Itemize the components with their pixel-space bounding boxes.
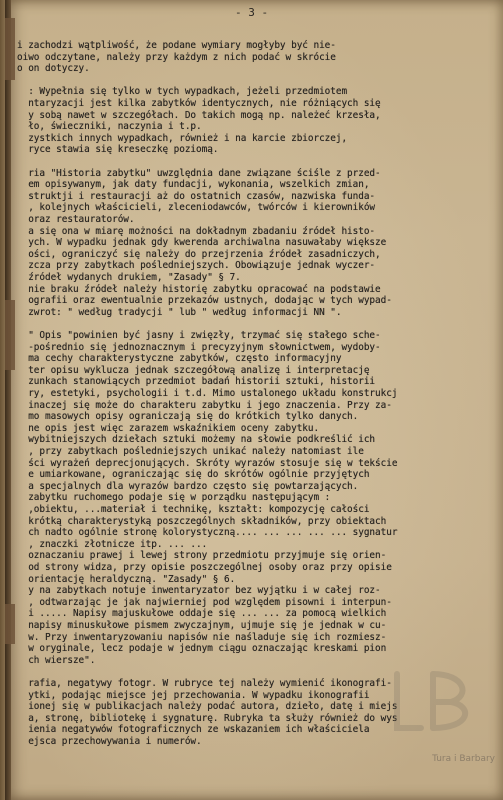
- text-line: i ..... Napisy majuskułowe oddaje się ... ... za pomocą wielkich: [17, 608, 387, 620]
- text-line: ria "Historia zabytku" uwzględnia dane związane ściśle z przed-: [17, 167, 381, 179]
- text-line: krótką charakterystyką poszczególnych składników, przy obiektach: [17, 515, 387, 527]
- text-line: a, stronę, bibliotekę i sygnaturę. Rubryka ta służy również do wys: [17, 712, 398, 724]
- watermark-caption: Tura i Barbary: [432, 754, 495, 764]
- text-line: w. Przy inwentaryzowaniu napisów nie naśladuje się ich rozmiesz-: [17, 631, 387, 643]
- text-line: źródeł wydanych drukiem, "Zasady" § 7.: [17, 272, 241, 283]
- text-line: , przy zabytkach pośledniejszych unikać należy natomiast ile: [17, 446, 364, 457]
- text-line: ch nadto ogólnie stronę kolorystyczną.... ... ... ... ... sygnatur: [17, 527, 398, 539]
- text-line: : Wypełnia się tylko w tych wypadkach, jeżeli przedmiotem: [17, 86, 348, 98]
- text-line: em opisywanym, jak daty fundacji, wykonania, wszelkich zmian,: [17, 179, 370, 191]
- text-line: e umiarkowane, ograniczając się do skrótów ogólnie przyjętych: [17, 469, 370, 481]
- text-line: " Opis "powinien być jasny i zwięzły, trzymać się stałego sche-: [17, 330, 381, 341]
- binding-tape: [5, 18, 15, 80]
- binding-edge: [5, 0, 11, 800]
- text-line: ry, estetyki, psychologii i t.d. Mimo ustalonego układu konstrukcj: [17, 388, 398, 399]
- text-line: , odtwarzając je jak najwierniej pod względem pisowni i interpun-: [17, 596, 392, 608]
- text-line: a specjalnych dla wyrazów bardzo często się powtarzających.: [17, 480, 359, 492]
- binding-tape: [5, 604, 15, 644]
- text-line: ryce stawia się kreseczkę poziomą.: [17, 144, 219, 156]
- text-line: napisy minuskułowe pismem zwyczajnym, ujmuje się je jednak w cu-: [17, 620, 387, 631]
- text-line: orientację heraldyczną. "Zasady" § 6.: [17, 573, 236, 585]
- document-page: [5, 0, 503, 800]
- text-line: struktji i restauracji aż do ostatnich czasów, nazwiska funda-: [17, 190, 376, 202]
- page-number: - 3 -: [235, 6, 269, 19]
- text-line: a się ona w miarę możności na dokładnym zbadaniu źródeł histo-: [17, 225, 376, 237]
- text-line: oraz restauratorów.: [17, 214, 135, 225]
- text-line: ntaryzacji jest kilka zabytków identycznych, nie różniących się: [17, 98, 381, 109]
- library-watermark-logo: [377, 666, 497, 756]
- text-line: ografii oraz ewentualnie przekazów ustnych, dodając w tych wypad-: [17, 295, 392, 307]
- text-line: ości, ograniczyć się należy do przejrzenia źródeł zasadniczych,: [17, 248, 381, 260]
- text-line: wybitniejszych dziełach sztuki możemy na słowie podkreślić ich: [17, 434, 376, 446]
- text-line: ,obiektu, ...materiał i technikę, kształt: kompozycję całości: [17, 504, 370, 515]
- text-line: inaczej się może do charakteru zabytku i jego znaczenia. Przy za-: [17, 399, 392, 411]
- text-line: mo masowych opisy ograniczają się do krótkich tylko danych.: [17, 411, 359, 423]
- text-line: ych. W wypadku jednak gdy kwerenda archiwalna nasuwałaby większe: [17, 237, 387, 249]
- text-line: ma cechy charakterystyczne zabytków, często informacyjny: [17, 353, 342, 365]
- text-line: , znaczki złotnicze itp. ... ...: [17, 538, 208, 550]
- text-line: ne opis jest więc zarazem wskaźnikiem oceny zabytku.: [17, 422, 320, 434]
- text-line: ytki, podając miejsce jej przechowania. W wypadku ikonografii: [17, 689, 370, 701]
- text-line: zunkach stanowiących przedmiot badań historii sztuki, historii: [17, 376, 376, 388]
- text-line: -pośrednio się jednoznacznym i precyzyjnym słownictwem, wydoby-: [17, 341, 381, 353]
- text-line: i zachodzi wątpliwość, że podane wymiary mogłyby być nie-: [17, 40, 336, 51]
- text-line: rafia, negatywy fotogr. W rubryce tej należy wymienić ikonografi-: [17, 678, 392, 689]
- text-line: oznaczaniu prawej i lewej strony przedmiotu przyjmuje się orien-: [17, 550, 387, 562]
- text-line: ienia negatywów fotograficznych ze wskazaniem ich właściciela: [17, 724, 370, 736]
- text-line: , kolejnych właścicieli, zleceniodawców, twórców i kierowników: [17, 202, 376, 214]
- text-line: zwrot: " według tradycji " lub " według informacji NN ".: [17, 306, 342, 318]
- text-line: ści wyrażeń deprecjonujących. Skróty wyrazów stosuje się w tekście: [17, 457, 398, 469]
- text-line: nie braku źródeł należy historię zabytku opracować na podstawie: [17, 283, 381, 295]
- text-line: y na zabytkach notuje inwentaryzator bez wyjątku i w całej roz-: [17, 585, 381, 597]
- text-line: oiwo odczytane, należy przy każdym z nich podać w skrócie: [17, 51, 336, 63]
- text-line: od strony widza, przy opisie poszczególnej osoby oraz przy opisie: [17, 562, 392, 573]
- text-line: ch wiersze".: [17, 654, 96, 666]
- text-line: w oryginale, lecz podaje w jednym ciągu oznaczając kreskami pion: [17, 643, 387, 655]
- text-line: ejsca przechowywania i numerów.: [17, 736, 202, 747]
- text-line: y sobą nawet w szczegółach. Do takich mogą np. należeć krzesła,: [17, 109, 381, 121]
- text-line: zcza przy zabytkach pośledniejszych. Obowiązuje jednak wyczer-: [17, 260, 376, 272]
- text-line: ło, świeczniki, naczynia i t.p.: [17, 121, 202, 133]
- text-line: o on dotyczy.: [17, 63, 90, 75]
- text-line: zystkich innych wypadkach, również i na karcie zbiorczej,: [17, 132, 348, 144]
- binding-tape: [5, 300, 15, 370]
- text-line: zabytku ruchomego podaje się w porządku następującym :: [17, 492, 331, 504]
- text-line: ionej się w publikacjach należy podać autora, dzieło, datę i miejs: [17, 701, 398, 713]
- text-line: ter opisu wyklucza jednak szczegółową analizę i interpretację: [17, 364, 370, 376]
